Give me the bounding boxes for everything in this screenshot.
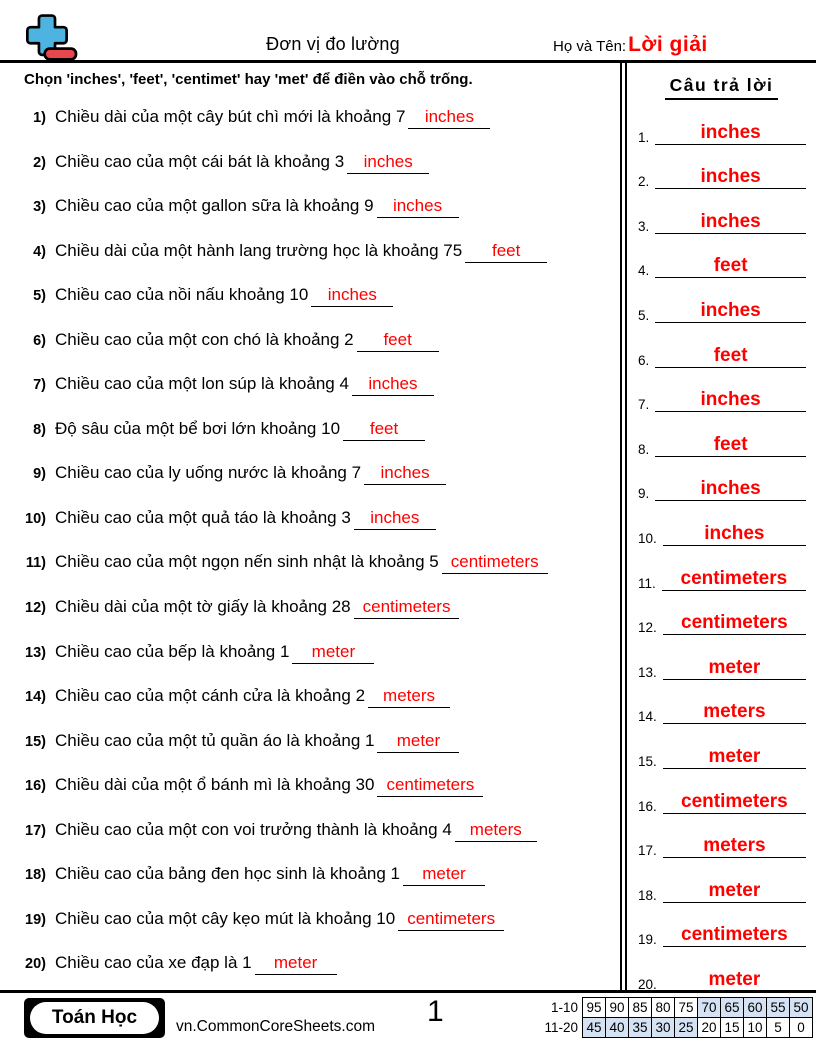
score-cell: 60: [743, 997, 767, 1018]
question-text: Chiều dài của một ổ bánh mì là khoảng 30: [55, 775, 375, 795]
answer-row: [627, 819, 816, 864]
score-cell: 45: [582, 1017, 606, 1038]
question-number: 3): [33, 199, 46, 216]
answer-number: 8.: [638, 441, 650, 457]
question-text: Chiều dài của một cây bút chì mới là khoảng 7: [55, 107, 406, 126]
answer-number: 4.: [638, 263, 650, 279]
answer-row: [627, 685, 816, 730]
question-answer-blank: meters: [368, 686, 450, 708]
question-answer-blank: feet: [357, 330, 439, 352]
question-number: 16): [25, 778, 46, 795]
site-url: vn.CommonCoreSheets.com: [176, 1018, 375, 1035]
answer-row: [627, 373, 816, 418]
score-cell: 75: [674, 997, 698, 1018]
score-cell: 15: [720, 1017, 744, 1038]
question-text: Chiều cao của một ngọn nến sinh nhật là khoảng 5: [55, 552, 439, 572]
answer-number: 10.: [638, 530, 657, 546]
question-answer-blank: centimeters: [442, 552, 548, 574]
score-cell: 70: [697, 997, 721, 1018]
header: [0, 0, 816, 63]
answer-row: [627, 640, 816, 685]
answer-number: 12.: [638, 620, 657, 636]
question-number: 14): [25, 689, 46, 706]
answer-number: 11.: [638, 575, 656, 591]
answer-number: 5.: [638, 307, 650, 323]
score-cells: [583, 1017, 813, 1038]
question-number: 10): [25, 510, 46, 527]
answer-blank: inches: [655, 122, 806, 145]
answer-number: 15.: [638, 753, 657, 769]
question-text: Chiều cao của một cái bát là khoảng 3: [55, 151, 345, 171]
question-row: [0, 366, 620, 411]
answer-column-title: Câu trả lời: [665, 75, 779, 100]
answer-number: 13.: [638, 664, 657, 680]
question-number: 18): [25, 867, 46, 884]
question-answer-blank: inches: [311, 285, 393, 307]
answer-number: 2.: [638, 174, 650, 190]
subject-badge-label: Toán Học: [30, 1002, 159, 1034]
question-number: 15): [25, 733, 46, 750]
question-answer-blank: centimeters: [377, 775, 483, 797]
question-row: [0, 233, 620, 278]
answer-row: [627, 194, 816, 239]
page-number: 1: [427, 995, 444, 1028]
answer-row: [627, 462, 816, 507]
question-row: [0, 455, 620, 500]
question-number: 7): [33, 377, 46, 394]
question-text: Chiều cao của ly uống nước là khoảng 7: [55, 463, 362, 483]
question-number: 20): [25, 956, 46, 973]
subject-badge: [24, 998, 165, 1038]
answer-number: 19.: [638, 932, 657, 948]
question-text: Chiều cao của bếp là khoảng 1: [55, 641, 290, 661]
answer-row: [627, 863, 816, 908]
answer-blank: meter: [663, 880, 806, 903]
score-cell: 65: [720, 997, 744, 1018]
score-cell: 5: [766, 1017, 790, 1038]
question-row: [0, 945, 620, 990]
question-row: [0, 589, 620, 634]
question-row: [0, 723, 620, 768]
score-row-1: [539, 997, 813, 1018]
answer-blank: inches: [655, 478, 806, 501]
question-row: [0, 144, 620, 189]
question-number: 9): [33, 466, 46, 483]
score-cell: 80: [651, 997, 675, 1018]
answer-blank: centimeters: [663, 924, 806, 947]
question-text: Chiều dài của một tờ giấy là khoảng 28: [55, 597, 351, 617]
answer-blank: centimeters: [663, 791, 806, 814]
answer-blank: inches: [655, 211, 806, 234]
answer-number: 6.: [638, 352, 650, 368]
answer-row: [627, 283, 816, 328]
score-table: [539, 997, 813, 1038]
answer-number: 3.: [638, 218, 650, 234]
answer-blank: meter: [663, 969, 806, 992]
answer-row: [627, 908, 816, 953]
answer-blank: inches: [663, 523, 806, 546]
answer-blank: feet: [655, 255, 806, 278]
question-text: Chiều cao của một con chó là khoảng 2: [55, 329, 354, 349]
answer-blank: centimeters: [663, 612, 806, 635]
question-answer-blank: inches: [352, 374, 434, 396]
answer-blank: inches: [655, 300, 806, 323]
question-row: [0, 812, 620, 857]
question-number: 5): [33, 288, 46, 305]
score-cell: 0: [789, 1017, 813, 1038]
question-row: [0, 678, 620, 723]
question-answer-blank: centimeters: [398, 909, 504, 931]
question-number: 1): [33, 110, 46, 126]
answer-column: [620, 63, 816, 990]
question-answer-blank: inches: [377, 196, 459, 218]
score-cell: 35: [628, 1017, 652, 1038]
question-row: [0, 634, 620, 679]
question-answer-blank: inches: [408, 107, 490, 129]
answer-number: 9.: [638, 486, 650, 502]
score-row-label: 1-10: [550, 1000, 578, 1015]
question-row: [0, 856, 620, 901]
answer-number: 20.: [638, 976, 657, 992]
answer-number: 18.: [638, 887, 657, 903]
instruction-text: Chọn 'inches', 'feet', 'centimet' hay 'met' để điền vào chỗ trống.: [24, 71, 473, 88]
question-row: [0, 901, 620, 946]
question-text: Chiều dài của một hành lang trường học là khoảng 75: [55, 240, 463, 260]
question-answer-blank: feet: [343, 419, 425, 441]
score-cell: 50: [789, 997, 813, 1018]
answer-row: [627, 596, 816, 641]
answer-row: [627, 239, 816, 284]
score-cells: [583, 997, 813, 1018]
question-text: Chiều cao của một cây kẹo mút là khoảng 10: [55, 908, 396, 928]
question-text: Chiều cao của xe đạp là 1: [55, 953, 252, 973]
answer-blank: meter: [663, 657, 806, 680]
question-row: [0, 500, 620, 545]
answer-number: 1.: [638, 129, 650, 145]
questions-list: [0, 99, 620, 990]
question-number: 2): [33, 154, 46, 171]
question-number: 6): [33, 332, 46, 349]
question-row: [0, 188, 620, 233]
question-number: 12): [25, 600, 46, 617]
question-answer-blank: meter: [377, 731, 459, 753]
answer-blank: meters: [663, 835, 806, 858]
question-answer-blank: inches: [354, 508, 436, 530]
answer-number: 7.: [638, 397, 650, 413]
question-text: Chiều cao của một tủ quần áo là khoảng 1: [55, 730, 375, 750]
score-cell: 30: [651, 1017, 675, 1038]
answer-blank: centimeters: [662, 568, 806, 591]
question-row: [0, 99, 620, 144]
question-number: 8): [33, 421, 46, 438]
score-cell: 25: [674, 1017, 698, 1038]
answer-key-label: Lời giải: [628, 33, 708, 56]
question-answer-blank: meter: [255, 953, 337, 975]
question-answer-blank: inches: [364, 463, 446, 485]
answer-row: [627, 150, 816, 195]
score-cell: 90: [605, 997, 629, 1018]
question-text: Chiều cao của một cánh cửa là khoảng 2: [55, 686, 366, 706]
question-row: [0, 411, 620, 456]
question-answer-blank: inches: [347, 152, 429, 174]
question-number: 11): [25, 555, 46, 572]
question-text: Chiều cao của một lon súp là khoảng 4: [55, 374, 349, 394]
worksheet-title: Đơn vị đo lường: [266, 34, 400, 54]
question-answer-blank: centimeters: [354, 597, 460, 619]
answers-list: [627, 105, 816, 997]
answer-number: 17.: [638, 843, 657, 859]
main-content: [0, 63, 816, 990]
question-text: Chiều cao của một con voi trưởng thành là khoảng 4: [55, 819, 452, 839]
answer-row: [627, 729, 816, 774]
question-answer-blank: feet: [465, 241, 547, 263]
question-number: 4): [33, 243, 46, 260]
score-cell: 95: [582, 997, 606, 1018]
name-block: [553, 33, 708, 57]
question-text: Chiều cao của một gallon sữa là khoảng 9: [55, 196, 374, 216]
score-cell: 85: [628, 997, 652, 1018]
score-cell: 55: [766, 997, 790, 1018]
answer-blank: feet: [655, 345, 806, 368]
question-row: [0, 277, 620, 322]
score-cell: 10: [743, 1017, 767, 1038]
answer-blank: feet: [655, 434, 806, 457]
score-cell: 20: [697, 1017, 721, 1038]
question-text: Độ sâu của một bể bơi lớn khoảng 10: [55, 418, 341, 438]
question-number: 19): [25, 911, 46, 928]
question-text: Chiều cao của bảng đen học sinh là khoảng 1: [55, 864, 400, 884]
footer: [0, 990, 816, 1053]
question-answer-blank: meter: [292, 642, 374, 664]
answer-blank: meters: [663, 701, 806, 724]
answer-number: 16.: [638, 798, 657, 814]
score-cell: 40: [605, 1017, 629, 1038]
answer-blank: inches: [655, 166, 806, 189]
answer-blank: inches: [655, 389, 806, 412]
answer-row: [627, 506, 816, 551]
answer-number: 14.: [638, 709, 657, 725]
question-row: [0, 767, 620, 812]
answer-row: [627, 328, 816, 373]
answer-row: [627, 551, 816, 596]
question-answer-blank: meters: [455, 820, 537, 842]
question-row: [0, 544, 620, 589]
question-answer-blank: meter: [403, 864, 485, 886]
answer-blank: meter: [663, 746, 806, 769]
question-text: Chiều cao của một quả táo là khoảng 3: [55, 507, 351, 527]
question-row: [0, 322, 620, 367]
score-row-2: [539, 1017, 813, 1038]
answer-row: [627, 105, 816, 150]
question-number: 17): [25, 822, 46, 839]
question-number: 13): [25, 644, 46, 661]
question-text: Chiều cao của nồi nấu khoảng 10: [55, 285, 309, 305]
name-label: Họ và Tên:: [553, 38, 627, 55]
score-row-label: 11-20: [544, 1020, 578, 1035]
questions-column: [0, 63, 620, 990]
answer-row: [627, 417, 816, 462]
answer-row: [627, 774, 816, 819]
